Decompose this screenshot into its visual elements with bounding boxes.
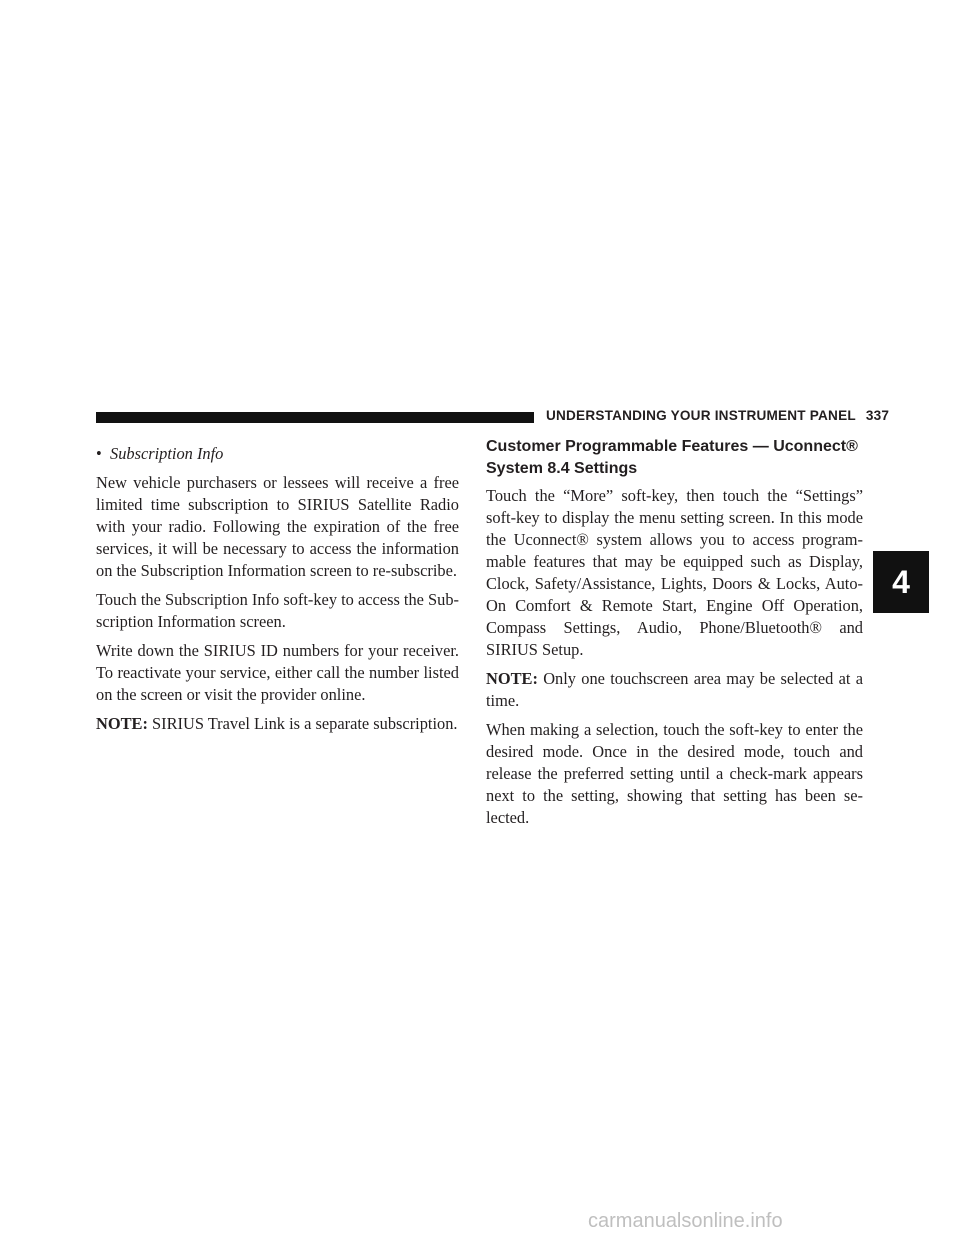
running-header [546,408,889,423]
note-label: NOTE: [486,669,538,688]
section-heading: Customer Programmable Features — Uconnect® System 8.4 Settings [486,438,858,477]
paragraph: Touch the Subscription Info soft-key to access the Sub-scription Information screen. [96,590,460,631]
chapter-tab: 4 [873,551,929,613]
paragraph: When making a selection, touch the soft-key to enter the desired mode. Once in the desired mode, touch and release the preferred setting until a check-mark appears next to the setting, showing that setting has been se-lected. [486,720,863,827]
watermark: carmanualsonline.info [588,1210,783,1232]
bullet-item [96,443,459,465]
paragraph: Write down the SIRIUS ID numbers for your receiver. To reactivate your service, either call the number listed on the screen or visit the provider online. [96,641,459,704]
note-text: SIRIUS Travel Link is a separate subscription. [147,714,458,733]
note-label: NOTE: [96,714,148,733]
header-rule [96,412,534,423]
note-text: Only one touchscreen area may be selected at a time. [486,669,863,710]
note-paragraph [486,668,863,712]
section-title: UNDERSTANDING YOUR INSTRUMENT PANEL [546,408,856,423]
left-column [96,443,459,742]
note-paragraph [96,713,459,735]
bullet-icon: • [96,444,102,463]
page-number: 337 [865,408,890,423]
paragraph: Touch the “More” soft-key, then touch the “Settings” soft-key to display the menu setting screen. In this mode the Uconnect® system allows you to access program-mable features that may be equipped such as Display, Clock, Safety/Assistance, Lights, Doors & Locks, Auto-On Comfort & Remote Start, Engine Off Operation, Compass Settings, Audio, Phone/Bluetooth® and SIRIUS Setup. [486,486,863,659]
paragraph: New vehicle purchasers or lessees will receive a free limited time subscription to SIRIUS Satellite Radio with your radio. Following the expiration of the free services, it will be necessary to access the information on the Subscription Information screen to re-subscribe. [96,473,459,580]
bullet-text: Subscription Info [110,444,224,463]
right-column [486,436,863,836]
